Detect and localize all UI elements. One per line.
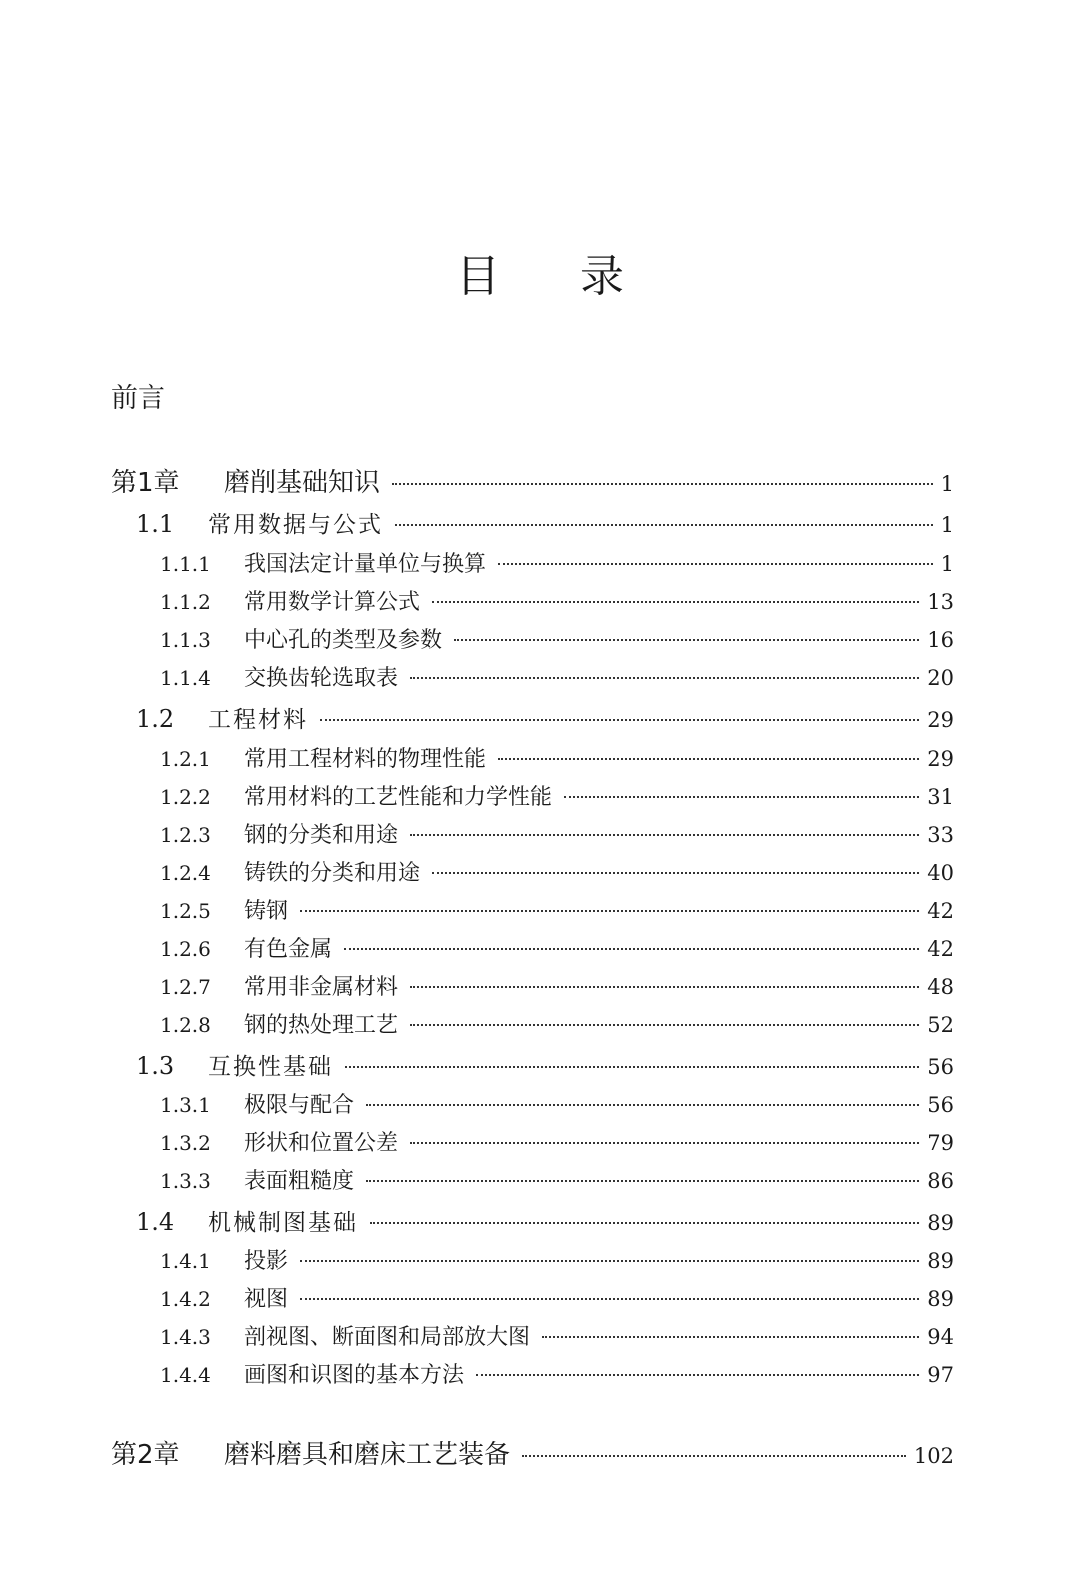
dot-leader (344, 948, 919, 950)
dot-leader (498, 758, 919, 760)
entry-page: 20 (927, 666, 954, 690)
entry-number: 1.3.1 (160, 1093, 211, 1117)
entry-title: 磨削基础知识 (224, 468, 381, 498)
toc-chapter-1[interactable] (111, 462, 954, 499)
toc-section-1-4[interactable] (136, 1204, 954, 1237)
entry-title: 剖视图、断面图和局部放大图 (244, 1325, 531, 1350)
entry-page: 42 (927, 899, 954, 923)
preface-entry[interactable]: 前言 (111, 383, 165, 414)
entry-title: 画图和识图的基本方法 (244, 1363, 465, 1388)
toc-subsection-1-2-5[interactable] (160, 894, 954, 925)
entry-page: 56 (927, 1093, 954, 1117)
entry-title: 我国法定计量单位与换算 (244, 552, 487, 577)
entry-title: 磨料磨具和磨床工艺装备 (224, 1440, 511, 1470)
entry-page: 48 (927, 975, 954, 999)
entry-title: 形状和位置公差 (244, 1131, 399, 1156)
dot-leader (432, 601, 919, 603)
dot-leader (410, 1142, 919, 1144)
entry-number: 1.2.7 (160, 975, 211, 999)
dot-leader (366, 1180, 919, 1182)
dot-leader (300, 910, 919, 912)
toc-section-1-3[interactable] (136, 1048, 954, 1081)
dot-leader (410, 986, 919, 988)
dot-leader (300, 1260, 919, 1262)
toc-subsection-1-4-2[interactable] (160, 1282, 954, 1313)
entry-number: 1.2.8 (160, 1013, 211, 1037)
dot-leader (498, 563, 933, 565)
entry-page: 1 (940, 513, 954, 537)
entry-title: 常用材料的工艺性能和力学性能 (244, 785, 553, 810)
toc-subsection-1-2-3[interactable] (160, 818, 954, 849)
dot-leader (476, 1374, 919, 1376)
entry-title: 钢的分类和用途 (244, 823, 399, 848)
entry-number: 1.3.2 (160, 1131, 211, 1155)
toc-subsection-1-1-4[interactable] (160, 661, 954, 692)
toc-subsection-1-2-6[interactable] (160, 932, 954, 963)
toc-subsection-1-2-8[interactable] (160, 1008, 954, 1039)
entry-title: 交换齿轮选取表 (244, 666, 399, 691)
entry-title: 铸铁的分类和用途 (244, 861, 421, 886)
entry-number: 1.1.2 (160, 590, 211, 614)
entry-page: 89 (927, 1287, 954, 1311)
dot-leader (320, 719, 919, 721)
entry-title: 机械制图基础 (208, 1210, 358, 1236)
entry-title: 工程材料 (208, 707, 308, 733)
toc-subsection-1-2-1[interactable] (160, 742, 954, 773)
entry-title: 有色金属 (244, 937, 333, 962)
toc-subsection-1-4-4[interactable] (160, 1358, 954, 1389)
toc-subsection-1-2-7[interactable] (160, 970, 954, 1001)
toc-subsection-1-1-3[interactable] (160, 623, 954, 654)
dot-leader (564, 796, 919, 798)
entry-number: 1.4.2 (160, 1287, 211, 1311)
entry-page: 56 (927, 1055, 954, 1079)
dot-leader (454, 639, 919, 641)
toc-section-1-1[interactable] (136, 506, 954, 539)
dot-leader (366, 1104, 919, 1106)
entry-page: 86 (927, 1169, 954, 1193)
dot-leader (370, 1222, 919, 1224)
toc-section-1-2[interactable] (136, 701, 954, 734)
entry-number: 1.2.4 (160, 861, 211, 885)
entry-title: 常用工程材料的物理性能 (244, 747, 487, 772)
toc-subsection-1-2-2[interactable] (160, 780, 954, 811)
entry-number: 1.3 (136, 1052, 175, 1080)
toc-subsection-1-3-3[interactable] (160, 1164, 954, 1195)
entry-title: 常用数学计算公式 (244, 590, 421, 615)
dot-leader (392, 483, 933, 485)
dot-leader (410, 677, 919, 679)
entry-page: 94 (927, 1325, 954, 1349)
dot-leader (345, 1066, 919, 1068)
entry-number: 第1章 (111, 468, 180, 498)
dot-leader (432, 872, 919, 874)
toc-subsection-1-3-2[interactable] (160, 1126, 954, 1157)
dot-leader (410, 1024, 919, 1026)
entry-number: 1.4.1 (160, 1249, 211, 1273)
toc-chapter-2[interactable] (111, 1434, 954, 1471)
toc-subsection-1-4-3[interactable] (160, 1320, 954, 1351)
entry-number: 1.2.1 (160, 747, 211, 771)
entry-number: 1.2 (136, 705, 175, 733)
dot-leader (522, 1455, 906, 1457)
entry-title: 视图 (244, 1287, 289, 1312)
entry-title: 中心孔的类型及参数 (244, 628, 443, 653)
toc-subsection-1-4-1[interactable] (160, 1244, 954, 1275)
entry-page: 89 (927, 1249, 954, 1273)
entry-number: 1.4.4 (160, 1363, 211, 1387)
entry-title: 投影 (244, 1249, 289, 1274)
entry-title: 常用非金属材料 (244, 975, 399, 1000)
toc-subsection-1-1-1[interactable] (160, 547, 954, 578)
entry-page: 102 (913, 1444, 954, 1468)
entry-number: 1.1.3 (160, 628, 211, 652)
toc-subsection-1-2-4[interactable] (160, 856, 954, 887)
entry-number: 1.2.3 (160, 823, 211, 847)
entry-page: 13 (927, 590, 954, 614)
entry-title: 表面粗糙度 (244, 1169, 355, 1194)
dot-leader (410, 834, 919, 836)
entry-number: 1.4.3 (160, 1325, 211, 1349)
entry-number: 1.4 (136, 1208, 175, 1236)
entry-title: 钢的热处理工艺 (244, 1013, 399, 1038)
entry-page: 97 (927, 1363, 954, 1387)
entry-page: 1 (940, 472, 954, 496)
entry-page: 16 (927, 628, 954, 652)
entry-number: 1.1 (136, 510, 175, 538)
entry-number: 第2章 (111, 1440, 180, 1470)
entry-page: 40 (927, 861, 954, 885)
entry-number: 1.1.1 (160, 552, 211, 576)
toc-subsection-1-3-1[interactable] (160, 1088, 954, 1119)
entry-page: 31 (927, 785, 954, 809)
entry-number: 1.2.2 (160, 785, 211, 809)
entry-number: 1.1.4 (160, 666, 211, 690)
dot-leader (395, 524, 933, 526)
entry-title: 互换性基础 (208, 1054, 333, 1080)
page-title: 目录 (456, 251, 704, 302)
entry-title: 常用数据与公式 (208, 512, 383, 538)
entry-number: 1.2.5 (160, 899, 211, 923)
entry-title: 铸钢 (244, 899, 289, 924)
entry-title: 极限与配合 (244, 1093, 355, 1118)
entry-page: 29 (927, 747, 954, 771)
entry-page: 79 (927, 1131, 954, 1155)
entry-page: 89 (927, 1211, 954, 1235)
entry-page: 29 (927, 708, 954, 732)
dot-leader (542, 1336, 919, 1338)
entry-number: 1.2.6 (160, 937, 211, 961)
entry-page: 1 (940, 552, 954, 576)
entry-page: 33 (927, 823, 954, 847)
entry-page: 52 (927, 1013, 954, 1037)
entry-page: 42 (927, 937, 954, 961)
entry-number: 1.3.3 (160, 1169, 211, 1193)
toc-subsection-1-1-2[interactable] (160, 585, 954, 616)
dot-leader (300, 1298, 919, 1300)
